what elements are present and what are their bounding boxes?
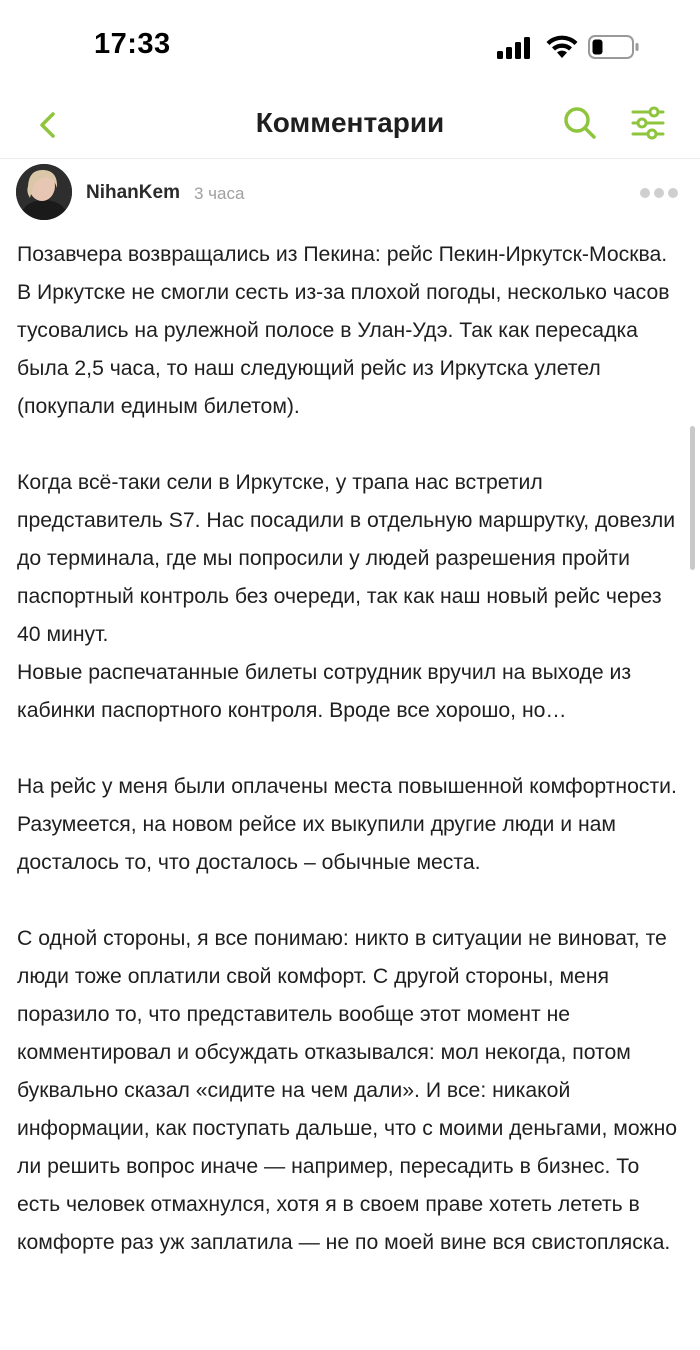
comment-paragraph: На рейс у меня были оплачены места повышенной комфортности. Разумеется, на новом рейсе их выкупили другие люди и нам досталось то, что досталось – обычные места. xyxy=(17,775,677,874)
user-photo-icon xyxy=(16,164,72,220)
cellular-signal-icon xyxy=(497,37,533,59)
search-button[interactable] xyxy=(560,103,600,143)
comment-author[interactable]: NihanKem xyxy=(86,182,180,203)
more-options-icon[interactable] xyxy=(638,182,680,204)
scrollbar[interactable] xyxy=(690,426,695,570)
paragraph-gap xyxy=(17,426,685,464)
comment-timestamp: 3 часа xyxy=(194,184,245,203)
page-title: Комментарии xyxy=(255,107,445,138)
status-bar xyxy=(0,0,700,95)
comment-paragraph: Когда всё-таки сели в Иркутске, у трапа нас встретил представитель S7. Нас посадили в отдельную маршрутку, довезли до терминала, где мы попросили у людей разрешения пройти паспортный контроль без очереди, так как наш новый рейс через 40 минут. xyxy=(17,471,676,646)
app-header xyxy=(0,95,700,157)
comment-body xyxy=(17,236,685,1262)
comment-paragraph: С одной стороны, я все понимаю: никто в ситуации не виноват, те люди тоже оплатили свой комфорт. С другой стороны, меня поразило то, что представитель вообще этот момент не комментировал и обсуждать отказывался: мол некогда, потом буквально сказал «сидите на чем дали». И все: никакой информации, как поступать дальше, что с моими деньгами, можно ли решить вопрос иначе — например, пересадить в бизнес. То есть человек отмахнулся, хотя я в своем праве хотеть лететь в комфорте раз уж заплатила — не по моей вине вся свистопляска. xyxy=(17,927,678,1254)
comment-paragraph: Новые распечатанные билеты сотрудник вручил на выходе из кабинки паспортного контроля. Вроде все хорошо, но… xyxy=(17,661,632,722)
search-icon xyxy=(560,103,600,143)
paragraph-gap xyxy=(17,882,685,920)
header-divider xyxy=(0,158,700,159)
sliders-icon xyxy=(628,103,668,143)
avatar[interactable] xyxy=(16,164,72,220)
paragraph-gap xyxy=(17,730,685,768)
wifi-icon xyxy=(545,35,579,59)
filter-settings-button[interactable] xyxy=(628,103,668,143)
battery-icon xyxy=(588,35,640,59)
status-time: 17:33 xyxy=(94,28,171,60)
comment-paragraph: Позавчера возвращались из Пекина: рейс Пекин-Иркутск-Москва. В Иркутске не смогли сесть из-за плохой погоды, несколько часов тусовались на рулежной полосе в Улан-Удэ. Так как пересадка была 2,5 часа, то наш следующий рейс из Иркутска улетел (покупали единым билетом). xyxy=(17,243,670,418)
